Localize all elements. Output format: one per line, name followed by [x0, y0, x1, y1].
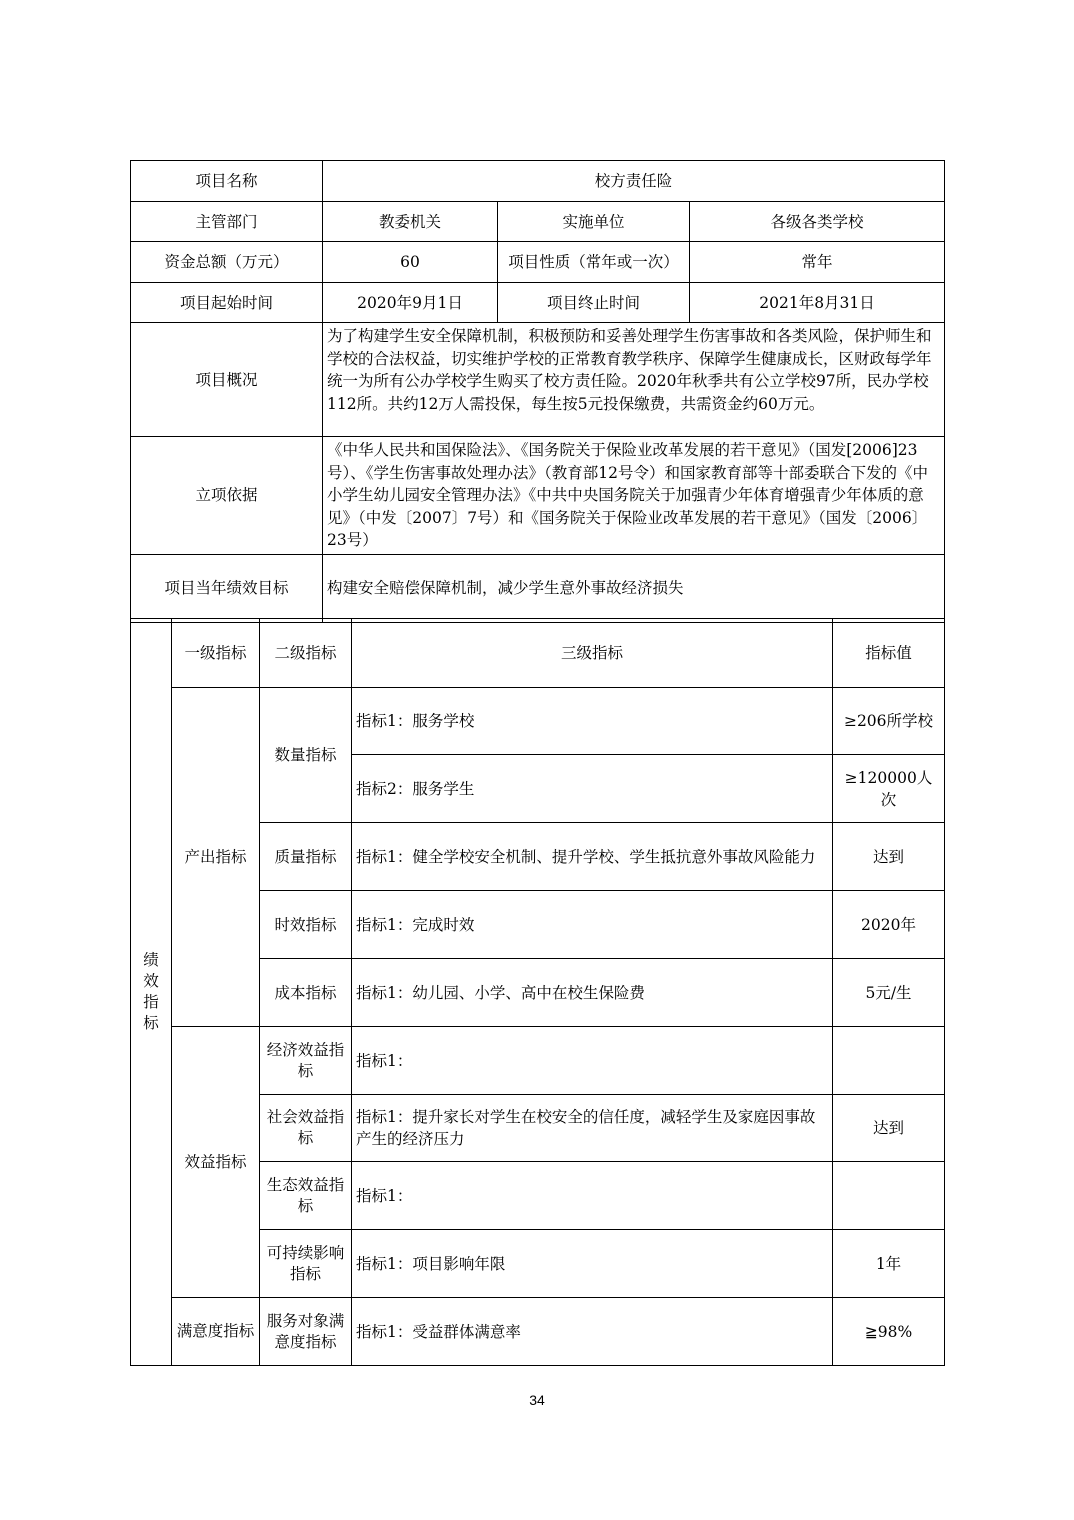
start-label: 项目起始时间: [131, 283, 323, 323]
social-benefit-label: 社会效益指标: [260, 1095, 352, 1162]
sustainable-impact-1: 指标1：项目影响年限: [352, 1230, 833, 1298]
benefit-indicator-label: 效益指标: [172, 1027, 260, 1298]
quality-indicator-1-value: 达到: [833, 823, 945, 891]
ecological-benefit-1-value: [833, 1162, 945, 1230]
dept-label: 主管部门: [131, 202, 323, 242]
economic-benefit-1-value: [833, 1027, 945, 1095]
perf-section-label: 绩效指标: [131, 619, 172, 1366]
col-level2-header: 二级指标: [260, 619, 352, 688]
sustainable-impact-label: 可持续影响指标: [260, 1230, 352, 1298]
nature-value: 常年: [690, 242, 945, 283]
ecological-benefit-1: 指标1：: [352, 1162, 833, 1230]
time-indicator-label: 时效指标: [260, 891, 352, 959]
satisfaction-indicator-label: 满意度指标: [172, 1298, 260, 1366]
output-indicator-label: 产出指标: [172, 688, 260, 1027]
goal-text: 构建安全赔偿保障机制，减少学生意外事故经济损失: [323, 554, 945, 622]
economic-benefit-1: 指标1：: [352, 1027, 833, 1095]
basis-text: 《中华人民共和国保险法》、《国务院关于保险业改革发展的若干意见》（国发[2006]23号）、《学生伤害事故处理办法》（教育部12号令）和国家教育部等十部委联合下发的《中小学生幼儿园安全管理办法》《中共中央国务院关于加强青少年体育增强青少年体质的意见》（中发〔2007〕7号）和《国务院关于保险业改革发展的若干意见》（国发〔2006〕23号）: [323, 437, 945, 555]
target-satisfaction-label: 服务对象满意度指标: [260, 1298, 352, 1366]
economic-benefit-label: 经济效益指标: [260, 1027, 352, 1095]
overview-text: 为了构建学生安全保障机制，积极预防和妥善处理学生伤害事故和各类风险，保护师生和学校的合法权益，切实维护学校的正常教育教学秩序、保障学生健康成长，区财政每学年统一为所有公办学校学生购买了校方责任险。2020年秋季共有公立学校97所，民办学校112所。共约12万人需投保，每生按5元投保缴费，共需资金约60万元。: [323, 323, 945, 437]
fund-label: 资金总额（万元）: [131, 242, 323, 283]
quantity-indicator-label: 数量指标: [260, 688, 352, 823]
satisfaction-indicator-1-value: ≧98%: [833, 1298, 945, 1366]
end-label: 项目终止时间: [498, 283, 690, 323]
page-number: 34: [529, 1392, 545, 1408]
start-value: 2020年9月1日: [323, 283, 498, 323]
ecological-benefit-label: 生态效益指标: [260, 1162, 352, 1230]
quantity-indicator-2-value: ≥120000人次: [833, 755, 945, 823]
social-benefit-1: 指标1：提升家长对学生在校安全的信任度，减轻学生及家庭因事故产生的经济压力: [352, 1095, 833, 1162]
fund-value: 60: [323, 242, 498, 283]
quality-indicator-1: 指标1：健全学校安全机制、提升学校、学生抵抗意外事故风险能力: [352, 823, 833, 891]
quantity-indicator-1-value: ≥206所学校: [833, 688, 945, 755]
quality-indicator-label: 质量指标: [260, 823, 352, 891]
sustainable-impact-1-value: 1年: [833, 1230, 945, 1298]
col-level3-header: 三级指标: [352, 619, 833, 688]
social-benefit-1-value: 达到: [833, 1095, 945, 1162]
project-name-value: 校方责任险: [323, 161, 945, 202]
performance-indicator-table: [130, 618, 945, 1366]
cost-indicator-1: 指标1：幼儿园、小学、高中在校生保险费: [352, 959, 833, 1027]
project-info-table: [130, 160, 945, 623]
col-level1-header: 一级指标: [172, 619, 260, 688]
time-indicator-1-value: 2020年: [833, 891, 945, 959]
time-indicator-1: 指标1：完成时效: [352, 891, 833, 959]
satisfaction-indicator-1: 指标1：受益群体满意率: [352, 1298, 833, 1366]
nature-label: 项目性质（常年或一次）: [498, 242, 690, 283]
col-value-header: 指标值: [833, 619, 945, 688]
cost-indicator-1-value: 5元/生: [833, 959, 945, 1027]
overview-label: 项目概况: [131, 323, 323, 437]
quantity-indicator-1: 指标1：服务学校: [352, 688, 833, 755]
cost-indicator-label: 成本指标: [260, 959, 352, 1027]
unit-value: 各级各类学校: [690, 202, 945, 242]
project-name-label: 项目名称: [131, 161, 323, 202]
basis-label: 立项依据: [131, 437, 323, 555]
end-value: 2021年8月31日: [690, 283, 945, 323]
dept-value: 教委机关: [323, 202, 498, 242]
goal-label: 项目当年绩效目标: [131, 554, 323, 622]
unit-label: 实施单位: [498, 202, 690, 242]
quantity-indicator-2: 指标2：服务学生: [352, 755, 833, 823]
